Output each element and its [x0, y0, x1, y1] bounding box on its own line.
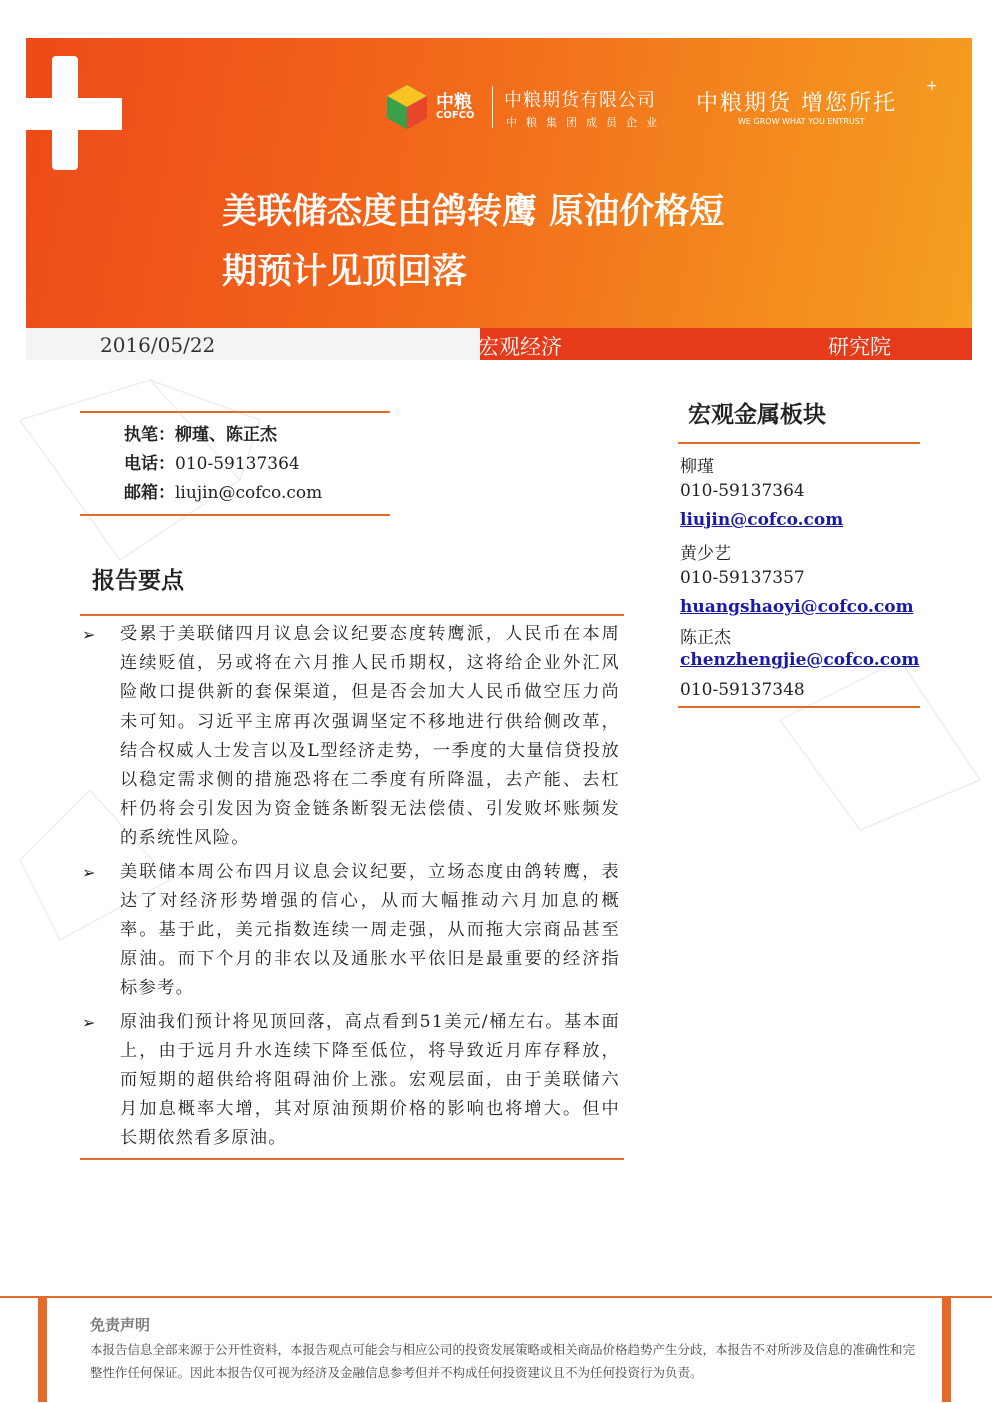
company-name: 中粮期货有限公司 — [504, 90, 656, 111]
slogan-en: WE GROW WHAT YOU ENTRUST — [738, 117, 865, 126]
disclaimer-text: 本报告信息全部来源于公开性资料，本报告观点可能会与相应公司的投资发展策略或相关商品价格趋势产生分歧，本报告不对所涉及信息的准确性和完整性作任何保证。因此本报告仅可视为经济及金融信息参考但并不构成任何投资建议且不为任何投资行为负责。 — [90, 1342, 916, 1380]
contact-email-link[interactable]: huangshaoyi@cofco.com — [680, 597, 914, 617]
logo-text-en: COFCO — [436, 110, 475, 121]
bullet-arrow-icon: ➢ — [82, 1012, 96, 1032]
report-category: 宏观经济 — [478, 335, 562, 359]
footer-right-post — [942, 1296, 951, 1402]
plus-decoration-bar — [26, 98, 122, 130]
sidebar-top-rule — [678, 442, 920, 444]
report-title-line1: 美联储态度由鸽转鹰 原油价格短 — [222, 192, 725, 232]
bullet-arrow-icon: ➢ — [82, 862, 96, 882]
sidebar-title: 宏观金属板块 — [688, 402, 826, 428]
footer-left-post — [38, 1296, 47, 1402]
sidebar-bottom-rule — [678, 706, 920, 708]
section-title: 报告要点 — [92, 568, 184, 594]
writer-value: 柳瑾、陈正杰 — [175, 425, 277, 445]
logo-text: 中粮 — [436, 92, 472, 113]
disclaimer-title: 免责声明 — [90, 1316, 151, 1334]
author-writer — [124, 420, 277, 445]
company-subtitle: 中粮集团成员企业 — [506, 116, 666, 129]
author-bottom-rule — [80, 514, 390, 516]
contact-name: 陈正杰 — [680, 628, 731, 648]
writer-label: 执笔： — [124, 425, 175, 445]
phone-label: 电话： — [124, 454, 175, 474]
author-email — [124, 478, 322, 503]
cofco-logo-icon — [382, 82, 432, 132]
contact-phone: 010-59137364 — [680, 481, 805, 501]
key-point — [80, 1008, 620, 1154]
key-point-text: 受累于美联储四月议息会议纪要态度转鹰派，人民币在本周连续贬值，另或将在六月推人民币期权，这将给企业外汇风险敞口提供新的套保渠道，但是否会加大人民币做空压力尚未可知。习近平主席再次强调坚定不移地进行供给侧改革，结合权威人士发言以及L型经济走势，一季度的大量信贷投放以稳定需求侧的措施恐将在二季度有所降温，去产能、去杠杆仍将会引发因为资金链条断裂无法偿债、引发败坏账频发的系统性风险。 — [120, 624, 620, 849]
key-points-list — [80, 620, 620, 1154]
contact-phone: 010-59137348 — [680, 680, 805, 700]
contact-email-link[interactable]: liujin@cofco.com — [680, 510, 844, 530]
footer-rule — [0, 1296, 992, 1298]
report-title — [222, 182, 842, 302]
points-bottom-rule — [80, 1158, 624, 1160]
author-top-rule — [80, 411, 390, 413]
slogan-plus-icon: + — [926, 78, 938, 94]
key-point — [80, 620, 620, 854]
logo-divider — [492, 86, 493, 128]
contact-name: 柳瑾 — [680, 457, 714, 477]
email-label: 邮箱： — [124, 483, 175, 503]
key-point-text: 原油我们预计将见顶回落，高点看到51美元/桶左右。基本面上，由于远月升水连续下降至低位，将导致近月库存释放，而短期的超供给将阻碍油价上涨。宏观层面，由于美联储六月加息概率大增，其对原油预期价格的影响也将增大。但中长期依然看多原油。 — [120, 1011, 620, 1149]
author-phone — [124, 449, 300, 474]
report-institute: 研究院 — [828, 335, 891, 359]
email-value: liujin@cofco.com — [175, 483, 323, 503]
points-top-rule — [80, 614, 624, 616]
contact-name: 黄少艺 — [680, 544, 731, 564]
contact-phone: 010-59137357 — [680, 568, 805, 588]
key-point — [80, 858, 620, 1004]
slogan: 中粮期货 增您所托 — [696, 91, 897, 116]
report-title-line2: 期预计见顶回落 — [222, 252, 468, 292]
phone-value: 010-59137364 — [175, 454, 300, 474]
contact-email-link[interactable]: chenzhengjie@cofco.com — [680, 650, 920, 670]
report-date: 2016/05/22 — [100, 333, 216, 357]
key-point-text: 美联储本周公布四月议息会议纪要，立场态度由鸽转鹰，表达了对经济形势增强的信心，从而大幅推动六月加息的概率。基于此，美元指数连续一周走强，从而拖大宗商品甚至原油。而下个月的非农以及通胀水平依旧是最重要的经济指标参考。 — [120, 861, 620, 999]
bullet-arrow-icon: ➢ — [82, 625, 96, 644]
